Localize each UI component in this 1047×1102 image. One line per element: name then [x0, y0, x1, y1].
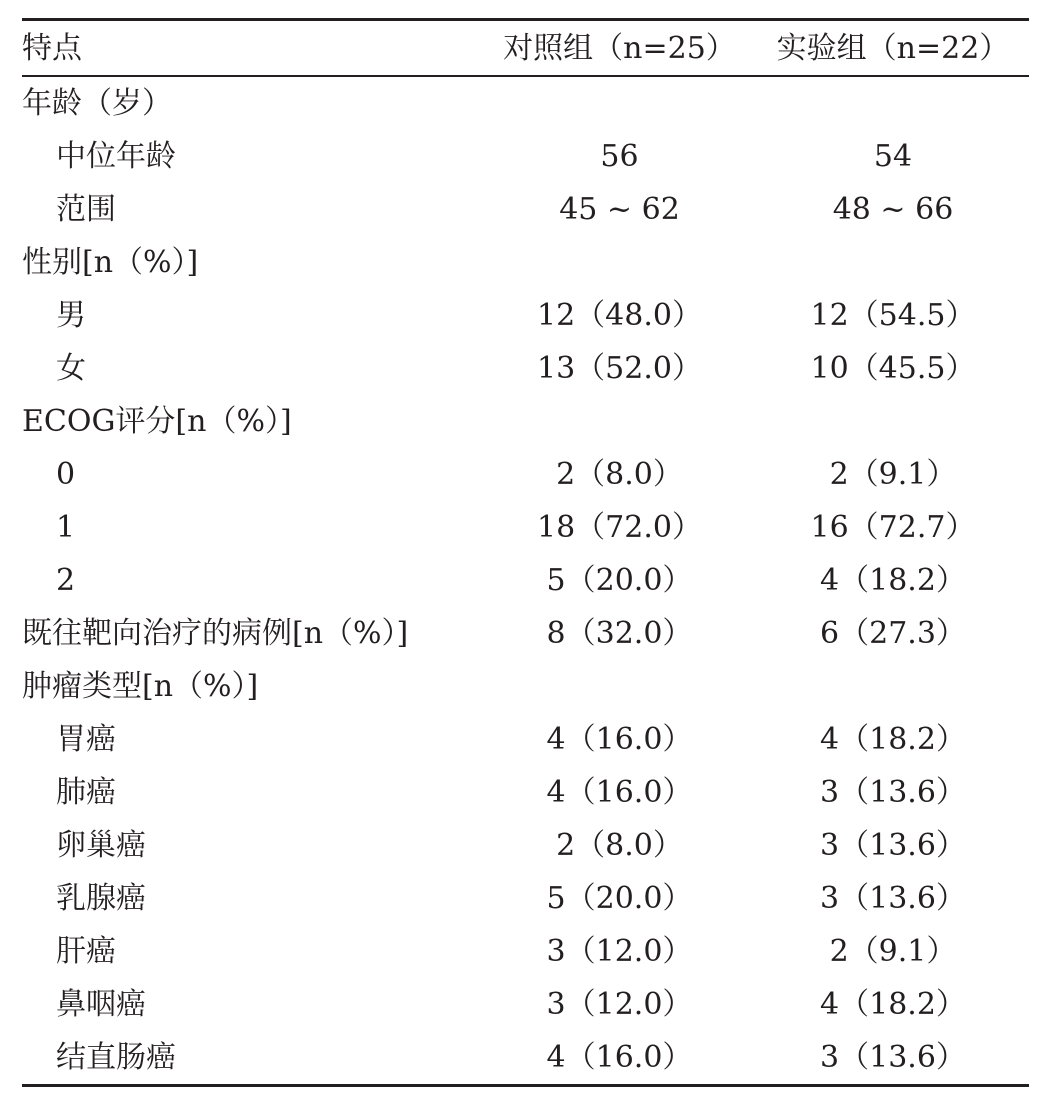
table-row: [22, 925, 1029, 978]
row-label: 性别[n（%）]: [22, 245, 199, 280]
control-value: 13（52.0）: [537, 351, 702, 386]
header-experimental-group: 实验组（n=22）: [776, 30, 1010, 66]
control-value: 18（72.0）: [537, 510, 702, 545]
table-row: [22, 660, 1029, 713]
experimental-value: 48 ~ 66: [832, 192, 954, 227]
control-value: 3（12.0）: [546, 934, 693, 969]
control-value: [482, 395, 757, 448]
table-row: [22, 130, 1029, 183]
header-row: [22, 21, 1029, 75]
experimental-value: 3（13.6）: [820, 881, 966, 916]
experimental-value: [757, 395, 1029, 448]
experimental-value: [757, 236, 1029, 289]
table-row: [22, 978, 1029, 1031]
table-row: [22, 554, 1029, 607]
experimental-value: 3（13.6）: [820, 775, 966, 810]
experimental-value: 2（9.1）: [829, 457, 957, 492]
row-label: 1: [56, 510, 76, 545]
row-label: 女: [56, 351, 86, 386]
row-label: 肺癌: [56, 775, 116, 810]
table-row: [22, 342, 1029, 395]
control-value: 5（20.0）: [546, 881, 693, 916]
experimental-value: 16（72.7）: [810, 510, 976, 545]
control-value: 3（12.0）: [546, 987, 693, 1022]
table-row: [22, 77, 1029, 130]
table-row: [22, 872, 1029, 925]
control-value: 45 ~ 62: [559, 192, 680, 227]
control-value: 2（8.0）: [556, 828, 683, 863]
table-row: [22, 183, 1029, 236]
experimental-value: 10（45.5）: [810, 351, 976, 386]
experimental-value: 3（13.6）: [820, 1040, 966, 1075]
table-row: [22, 607, 1029, 660]
control-value: 12（48.0）: [537, 298, 702, 333]
table-row: [22, 713, 1029, 766]
table-row: [22, 819, 1029, 872]
table-row: [22, 1031, 1029, 1084]
bottom-rule: [22, 1084, 1029, 1087]
row-label: 鼻咽癌: [56, 987, 146, 1022]
experimental-value: 6（27.3）: [820, 616, 966, 651]
table-row: [22, 395, 1029, 448]
row-label: 结直肠癌: [56, 1040, 176, 1075]
experimental-value: [757, 660, 1029, 713]
row-label: 年龄（岁）: [22, 86, 172, 121]
table-row: [22, 448, 1029, 501]
experimental-value: [757, 77, 1029, 130]
row-label: 范围: [56, 192, 116, 227]
row-label: 肿瘤类型[n（%）]: [22, 669, 259, 704]
header-control-group: 对照组（n=25）: [503, 30, 736, 66]
row-label: 男: [56, 298, 86, 333]
row-label: 乳腺癌: [56, 881, 146, 916]
row-label: 既往靶向治疗的病例[n（%）]: [22, 616, 409, 651]
control-value: 4（16.0）: [546, 722, 693, 757]
control-value: [482, 660, 757, 713]
characteristics-table: [22, 18, 1029, 1087]
row-label: 胃癌: [56, 722, 116, 757]
row-label: 2: [56, 563, 76, 598]
table-body-grid: [22, 77, 1029, 1084]
experimental-value: 4（18.2）: [820, 722, 966, 757]
experimental-value: 4（18.2）: [820, 987, 966, 1022]
table-header: [22, 21, 1029, 75]
table-grid: [22, 21, 1029, 75]
row-label: 卵巢癌: [56, 828, 146, 863]
table-row: [22, 501, 1029, 554]
header-characteristic: 特点: [22, 30, 82, 66]
control-value: 56: [600, 139, 639, 174]
table-row: [22, 289, 1029, 342]
experimental-value: 4（18.2）: [820, 563, 966, 598]
control-value: 4（16.0）: [546, 1040, 693, 1075]
experimental-value: 12（54.5）: [810, 298, 976, 333]
control-value: 4（16.0）: [546, 775, 693, 810]
control-value: [482, 77, 757, 130]
control-value: 8（32.0）: [546, 616, 693, 651]
row-label: 肝癌: [56, 934, 116, 969]
table-body: [22, 77, 1029, 1084]
table-row: [22, 236, 1029, 289]
row-label: ECOG评分[n（%）]: [22, 404, 292, 439]
control-value: 2（8.0）: [556, 457, 683, 492]
control-value: [482, 236, 757, 289]
experimental-value: 3（13.6）: [820, 828, 966, 863]
experimental-value: 2（9.1）: [829, 934, 957, 969]
row-label: 0: [56, 457, 76, 492]
table-row: [22, 766, 1029, 819]
row-label: 中位年龄: [56, 139, 176, 174]
control-value: 5（20.0）: [546, 563, 693, 598]
experimental-value: 54: [873, 139, 913, 174]
